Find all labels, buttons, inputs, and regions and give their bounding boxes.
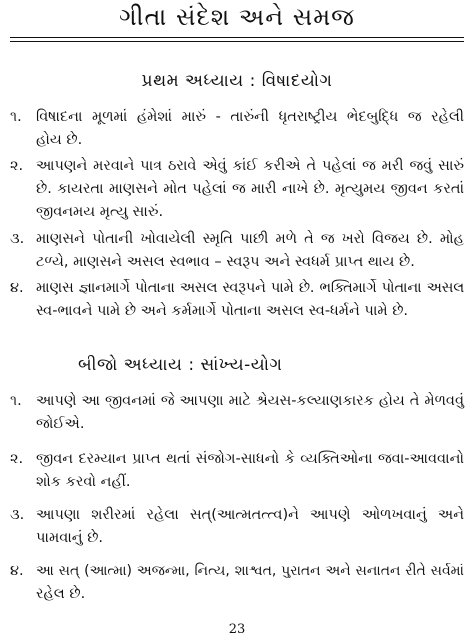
- item-line: માણસને પોતાની ખોવાયેલી સ્મૃતિ પાછી મળે તે જ ખરો વિજય છે. મોહ: [36, 231, 464, 247]
- item-number: ૩.: [10, 231, 25, 247]
- item-line: આપણા શરીરમાં રહેલા સત્(આત્મતત્ત્વ)ને આપણે ઓળખવાનું અને: [36, 507, 464, 523]
- item-number: ૨.: [10, 451, 24, 467]
- item-line: છે. કાયરતા માણસને મોત પહેલાં જ મારી નાખે છે. મૃત્યુમય જીવન કરતાં: [36, 181, 464, 197]
- title-rule-bottom: [10, 41, 464, 42]
- item-line: પામવાનું છે.: [36, 530, 104, 546]
- item-number: ૩.: [10, 507, 25, 523]
- item-line: આપણને મરવાને પાત્ર ઠરાવે એવું કાંઈ કરીએ તે પહેલાં જ મરી જવું સારું: [36, 158, 464, 174]
- page-number: 23: [228, 622, 246, 637]
- item-number: ૧.: [10, 109, 22, 125]
- item-number: ૧.: [10, 393, 22, 409]
- item-text: [36, 504, 464, 550]
- chapter-heading-2-text: બીજો અધ્યાય : સાંખ્ય-યોગ: [78, 355, 283, 375]
- item-line: ટળ્યે, માણસને અસલ સ્વભાવ – સ્વરૂપ અને સ્વધર્મ પ્રાપ્ત થાય છે.: [36, 254, 415, 270]
- item-line: સ્વ-ભાવને પામે છે અને કર્મમાર્ગે પોતાના અસલ સ્વ-ધર્મને પામે છે.: [36, 303, 409, 319]
- item-number: ૪.: [10, 563, 24, 579]
- chapter-heading-1: પ્રથમ અધ્યાય : વિષાદયોગ: [141, 71, 333, 91]
- item-line: શોક કરવો નહીં.: [36, 474, 131, 490]
- item-number: ૨.: [10, 158, 24, 174]
- item-line: આ સત્ (આત્મા) અજન્મા, નિત્ય, શાશ્વત, પુરાતન અને સનાતન રીતે સર્વમાં: [36, 563, 464, 579]
- item-line: જીવન દરમ્યાન પ્રાપ્ત થતાં સંજોગ-સાધનો કે વ્યક્તિઓના જવા-આવવાનો: [36, 451, 464, 467]
- item-line: આપણે આ જીવનમાં જે આપણા માટે શ્રેયસ-કલ્યાણકારક હોય તે મેળવવું: [36, 393, 464, 409]
- item-line: જીવનમય મૃત્યુ સારું.: [36, 204, 164, 220]
- book-title: ગીતા સંદેશ અને સમજ: [119, 3, 355, 31]
- item-text: [36, 560, 464, 606]
- item-text: [36, 106, 464, 152]
- item-line: માણસ જ્ઞાનમાર્ગે પોતાના અસલ સ્વરૂપને પામે છે. ભક્તિમાર્ગે પોતાના અસલ: [36, 280, 464, 296]
- item-line: હોય છે.: [36, 132, 83, 148]
- item-text: [36, 390, 464, 436]
- title-rule-top: [10, 37, 464, 38]
- item-line: રહેલ છે.: [36, 586, 86, 602]
- item-text: [36, 155, 464, 224]
- item-line: જોઈએ.: [36, 416, 85, 432]
- item-text: [36, 228, 464, 274]
- item-number: ૪.: [10, 280, 24, 296]
- item-text: [36, 277, 464, 323]
- item-text: [36, 448, 464, 494]
- item-line: વિષાદના મૂળમાં હંમેશાં મારું - તારુંની ધૃતરાષ્ટ્રીય ભેદબુદ્ધિ જ રહેલી: [36, 109, 464, 125]
